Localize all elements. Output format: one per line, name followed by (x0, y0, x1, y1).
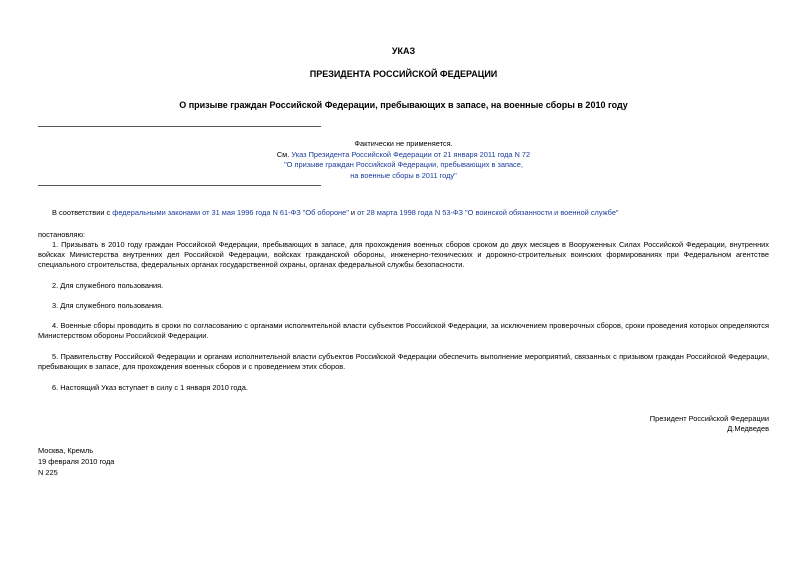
federal-law-61-link[interactable]: федеральными законами от 31 мая 1996 года N 61-ФЗ "Об обороне" (112, 208, 349, 217)
divider-bottom (38, 185, 321, 186)
signature-block (650, 414, 769, 435)
document-title: УКАЗ (391, 46, 416, 56)
resolve-word: постановляю: (38, 230, 86, 239)
place: Москва, Кремль (38, 446, 94, 455)
federal-law-53-link[interactable]: от 28 марта 1998 года N 53-ФЗ "О воинской обязанности и военной службе" (357, 208, 619, 217)
decree-2011-link[interactable]: Указ Президента Российской Федерации от 21 января 2011 года N 72 (291, 149, 531, 159)
note-line-2 (0, 150, 807, 161)
paragraph-5: 5. Правительству Российской Федерации и органам исполнительной власти субъектов Российской Федерации обеспечить выполнение мероприятий, связанных с призывом граждан Российской Федерации, пребывающих в запасе, для прохождения военных сборов и с проведением этих сборов. (38, 352, 769, 371)
preamble-middle: и (348, 208, 358, 217)
document-name: О призыве граждан Российской Федерации, пребывающих в запасе, на военные сборы в 2010 году (179, 100, 628, 110)
document-subtitle: ПРЕЗИДЕНТА РОССИЙСКОЙ ФЕДЕРАЦИИ (309, 69, 498, 79)
paragraph-4: 4. Военные сборы проводить в сроки по согласованию с органами исполнительной власти субъектов Российской Федерации, за исключением проверочных сборов, сроки проведения которых определяются Министерством обороны Российской Федерации. (38, 321, 769, 340)
preamble-prefix: В соответствии с (52, 208, 113, 217)
paragraph-1: 1. Призывать в 2010 году граждан Российской Федерации, пребывающих в запасе, для прохождения военных сборов сроком до двух месяцев в Вооруженных Силах Российской Федерации, внутренних войсках Министерства внутренних дел Российской Федерации, войсках гражданской обороны, инженерно-технических и дорожно-строительных воинских формированиях при Федеральном агентстве специального строительства, федеральных органах государственной охраны, органах федеральной службы безопасности. (38, 240, 769, 269)
signature-position: Президент Российской Федерации (649, 414, 769, 423)
date: 19 февраля 2010 года (38, 457, 115, 467)
paragraph-2: 2. Для служебного пользования. (52, 281, 164, 290)
place-date-block (38, 445, 114, 478)
divider-top (38, 126, 321, 127)
note-prefix: См. (276, 149, 292, 159)
applicability-note (0, 139, 807, 182)
note-line-1: Фактически не применяется. (354, 139, 453, 148)
decree-2011-link-line-2[interactable]: "О призыве граждан Российской Федерации, пребывающих в запасе, (284, 160, 523, 170)
decree-number: N 225 (38, 468, 58, 478)
paragraph-6: 6. Настоящий Указ вступает в силу с 1 января 2010 года. (52, 383, 248, 392)
decree-2011-link-line-3[interactable]: на военные сборы в 2011 году" (350, 171, 457, 181)
signature-name: Д.Медведев (727, 424, 769, 434)
paragraph-3: 3. Для служебного пользования. (52, 301, 164, 310)
preamble (38, 208, 769, 218)
